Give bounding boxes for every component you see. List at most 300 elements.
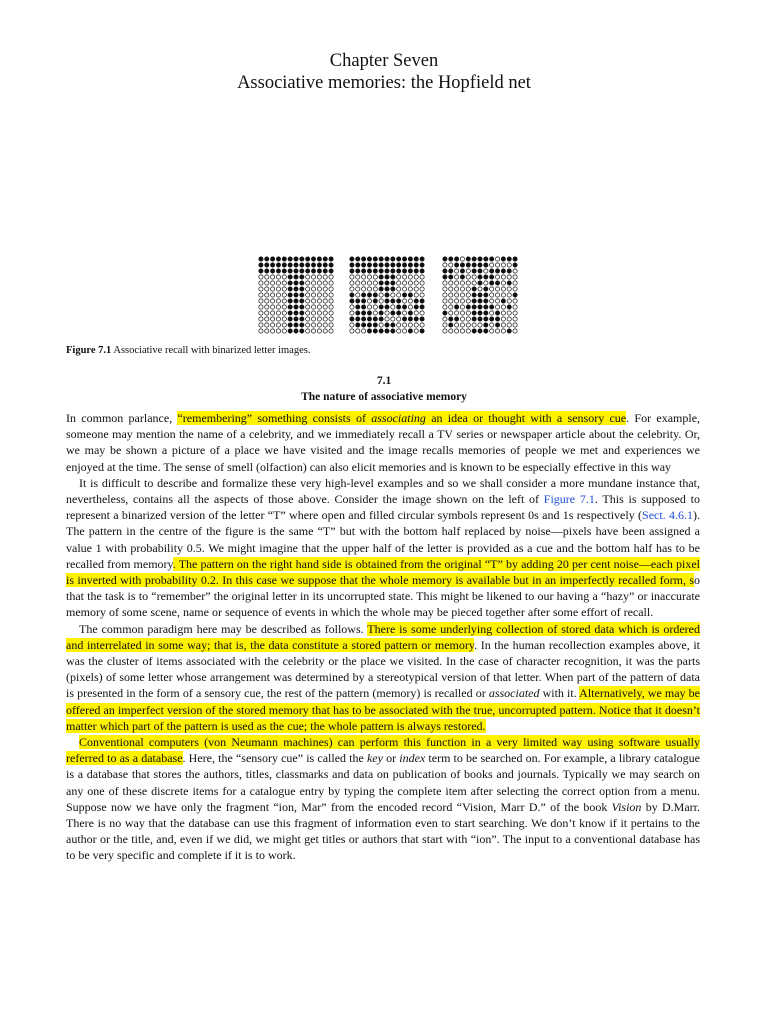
filled-pixel: [402, 293, 406, 297]
open-pixel: [513, 323, 517, 327]
filled-pixel: [362, 293, 366, 297]
open-pixel: [385, 317, 389, 321]
filled-pixel: [391, 329, 395, 333]
open-pixel: [507, 293, 511, 297]
open-pixel: [282, 293, 286, 297]
paragraph-4: [66, 734, 700, 864]
figure-panel-half-noise: [349, 256, 425, 334]
open-pixel: [265, 311, 269, 315]
open-pixel: [259, 287, 263, 291]
open-pixel: [317, 293, 321, 297]
filled-pixel: [367, 311, 371, 315]
paragraph-2: [66, 475, 700, 621]
open-pixel: [420, 275, 424, 279]
filled-pixel: [373, 299, 377, 303]
open-pixel: [466, 317, 470, 321]
filled-pixel: [478, 305, 482, 309]
filled-pixel: [271, 263, 275, 267]
filled-pixel: [373, 317, 377, 321]
open-pixel: [460, 293, 464, 297]
filled-pixel: [420, 269, 424, 273]
filled-pixel: [356, 269, 360, 273]
filled-pixel: [294, 287, 298, 291]
filled-pixel: [397, 263, 401, 267]
open-pixel: [391, 305, 395, 309]
filled-pixel: [408, 263, 412, 267]
open-pixel: [329, 329, 333, 333]
filled-pixel: [478, 317, 482, 321]
open-pixel: [276, 317, 280, 321]
filled-pixel: [373, 329, 377, 333]
highlight: [177, 411, 626, 425]
open-pixel: [265, 329, 269, 333]
filled-pixel: [414, 317, 418, 321]
open-pixel: [501, 317, 505, 321]
filled-pixel: [397, 269, 401, 273]
filled-pixel: [507, 329, 511, 333]
open-pixel: [259, 293, 263, 297]
open-pixel: [408, 275, 412, 279]
filled-pixel: [385, 263, 389, 267]
filled-pixel: [391, 269, 395, 273]
text-run: . This is supposed to represent a binarized version of the letter “T” where open and filled circular symbols represent 0s and 1s respectively (: [66, 492, 700, 523]
open-pixel: [323, 329, 327, 333]
filled-pixel: [311, 269, 315, 273]
open-pixel: [350, 281, 354, 285]
open-pixel: [323, 311, 327, 315]
figure-7-1: [0, 256, 768, 334]
filled-pixel: [350, 257, 354, 261]
filled-pixel: [265, 257, 269, 261]
open-pixel: [323, 275, 327, 279]
open-pixel: [501, 311, 505, 315]
open-pixel: [495, 305, 499, 309]
filled-pixel: [484, 299, 488, 303]
filled-pixel: [420, 305, 424, 309]
open-pixel: [282, 311, 286, 315]
filled-pixel: [397, 305, 401, 309]
filled-pixel: [294, 305, 298, 309]
open-pixel: [513, 269, 517, 273]
figure-caption-text: Associative recall with binarized letter images.: [111, 345, 311, 356]
filled-pixel: [443, 275, 447, 279]
text-run: . For example, someone may mention the name of a celebrity, and we immediately recall a TV series or newspaper article about the celebrity. Or, we may be shown a picture of a place we have visited and the image recalls memories of people we met and experiences we enjoyed at the time. The sense of smell (olfaction) can also elicit memories and is known to be especially effective in this way: [66, 411, 701, 474]
open-pixel: [408, 281, 412, 285]
filled-pixel: [379, 269, 383, 273]
filled-pixel: [466, 305, 470, 309]
filled-pixel: [385, 257, 389, 261]
filled-pixel: [385, 293, 389, 297]
filled-pixel: [311, 263, 315, 267]
filled-pixel: [288, 317, 292, 321]
filled-pixel: [495, 281, 499, 285]
open-pixel: [501, 293, 505, 297]
filled-pixel: [379, 263, 383, 267]
filled-pixel: [490, 305, 494, 309]
open-pixel: [455, 269, 459, 273]
open-pixel: [265, 317, 269, 321]
filled-pixel: [288, 287, 292, 291]
text-run: . Here, the “sensory cue” is called the: [182, 751, 367, 766]
filled-pixel: [350, 293, 354, 297]
filled-pixel: [414, 269, 418, 273]
filled-pixel: [379, 275, 383, 279]
filled-pixel: [288, 293, 292, 297]
filled-pixel: [300, 323, 304, 327]
filled-pixel: [294, 281, 298, 285]
open-pixel: [408, 305, 412, 309]
open-pixel: [265, 287, 269, 291]
filled-pixel: [472, 293, 476, 297]
filled-pixel: [397, 299, 401, 303]
open-pixel: [484, 269, 488, 273]
filled-pixel: [356, 299, 360, 303]
open-pixel: [391, 293, 395, 297]
figure-7-1-link[interactable]: Figure 7.1: [543, 492, 595, 507]
filled-pixel: [288, 323, 292, 327]
open-pixel: [495, 263, 499, 267]
open-pixel: [311, 305, 315, 309]
filled-pixel: [472, 269, 476, 273]
open-pixel: [350, 275, 354, 279]
open-pixel: [329, 299, 333, 303]
open-pixel: [356, 293, 360, 297]
open-pixel: [513, 275, 517, 279]
open-pixel: [306, 293, 310, 297]
open-pixel: [259, 329, 263, 333]
open-pixel: [362, 287, 366, 291]
open-pixel: [507, 317, 511, 321]
chapter-title: Associative memories: the Hopfield net: [237, 73, 531, 93]
filled-pixel: [478, 263, 482, 267]
filled-pixel: [356, 317, 360, 321]
filled-pixel: [294, 311, 298, 315]
open-pixel: [306, 275, 310, 279]
open-pixel: [414, 281, 418, 285]
open-pixel: [490, 287, 494, 291]
open-pixel: [397, 317, 401, 321]
open-pixel: [271, 299, 275, 303]
filled-pixel: [300, 293, 304, 297]
open-pixel: [443, 293, 447, 297]
filled-pixel: [385, 275, 389, 279]
open-pixel: [350, 329, 354, 333]
filled-pixel: [311, 257, 315, 261]
open-pixel: [276, 305, 280, 309]
open-pixel: [265, 299, 269, 303]
text-run: by D.Marr. There is no way that the database can use this fragment of information even to start searching. We don’t know if it pertains to the author or the title, and, even if we did, we might get titles or authors that start with “ion”. The input to a conventional database has to be very specific and complete if it is to work.: [66, 799, 700, 863]
open-pixel: [306, 329, 310, 333]
open-pixel: [276, 287, 280, 291]
filled-pixel: [402, 257, 406, 261]
open-pixel: [443, 263, 447, 267]
open-pixel: [501, 287, 505, 291]
filled-pixel: [282, 263, 286, 267]
open-pixel: [379, 293, 383, 297]
filled-pixel: [495, 269, 499, 273]
filled-pixel: [414, 299, 418, 303]
open-pixel: [414, 287, 418, 291]
filled-pixel: [385, 287, 389, 291]
open-pixel: [350, 323, 354, 327]
filled-pixel: [408, 317, 412, 321]
filled-pixel: [300, 305, 304, 309]
open-pixel: [513, 305, 517, 309]
open-pixel: [455, 293, 459, 297]
filled-pixel: [478, 275, 482, 279]
open-pixel: [311, 275, 315, 279]
filled-pixel: [282, 257, 286, 261]
text-run: an idea or thought with a sensory cue: [425, 411, 627, 425]
filled-pixel: [373, 269, 377, 273]
filled-pixel: [300, 269, 304, 273]
filled-pixel: [408, 311, 412, 315]
open-pixel: [271, 317, 275, 321]
open-pixel: [420, 281, 424, 285]
open-pixel: [271, 311, 275, 315]
filled-pixel: [501, 257, 505, 261]
filled-pixel: [495, 323, 499, 327]
filled-pixel: [507, 257, 511, 261]
filled-pixel: [513, 257, 517, 261]
filled-pixel: [391, 299, 395, 303]
open-pixel: [490, 299, 494, 303]
filled-pixel: [478, 281, 482, 285]
highlight: There is some underlying collection of stored data which is ordered and interrelated in some way; that is, the data constitute a stored pattern or memory: [66, 621, 701, 652]
filled-pixel: [385, 269, 389, 273]
open-pixel: [513, 311, 517, 315]
filled-pixel: [408, 293, 412, 297]
filled-pixel: [323, 257, 327, 261]
open-pixel: [495, 293, 499, 297]
open-pixel: [276, 311, 280, 315]
text-run: It is difficult to describe and formalize these very high-level examples and so we shall consider a more mundane instance that, nevertheless, contains all the aspects of those above. Consider the image shown on the left of: [66, 475, 700, 507]
filled-pixel: [484, 263, 488, 267]
open-pixel: [323, 281, 327, 285]
filled-pixel: [402, 317, 406, 321]
filled-pixel: [478, 329, 482, 333]
open-pixel: [414, 323, 418, 327]
filled-pixel: [402, 263, 406, 267]
open-pixel: [414, 311, 418, 315]
filled-pixel: [362, 269, 366, 273]
open-pixel: [323, 293, 327, 297]
filled-pixel: [356, 305, 360, 309]
filled-pixel: [472, 299, 476, 303]
filled-pixel: [420, 257, 424, 261]
filled-pixel: [356, 263, 360, 267]
filled-pixel: [507, 305, 511, 309]
open-pixel: [495, 299, 499, 303]
open-pixel: [391, 317, 395, 321]
filled-pixel: [484, 317, 488, 321]
filled-pixel: [379, 287, 383, 291]
open-pixel: [306, 281, 310, 285]
filled-pixel: [472, 257, 476, 261]
filled-pixel: [443, 269, 447, 273]
open-pixel: [271, 305, 275, 309]
open-pixel: [306, 287, 310, 291]
filled-pixel: [259, 269, 263, 273]
filled-pixel: [362, 311, 366, 315]
filled-pixel: [356, 311, 360, 315]
filled-pixel: [455, 317, 459, 321]
open-pixel: [449, 263, 453, 267]
open-pixel: [271, 287, 275, 291]
filled-pixel: [367, 317, 371, 321]
paragraph-1: [66, 410, 700, 475]
filled-pixel: [294, 323, 298, 327]
filled-pixel: [391, 311, 395, 315]
text-run: or: [382, 751, 400, 766]
filled-pixel: [484, 287, 488, 291]
open-pixel: [317, 281, 321, 285]
open-pixel: [356, 275, 360, 279]
open-pixel: [443, 323, 447, 327]
open-pixel: [265, 275, 269, 279]
figure-panel-20pct-noise: [442, 256, 518, 334]
open-pixel: [455, 275, 459, 279]
open-pixel: [259, 275, 263, 279]
open-pixel: [449, 287, 453, 291]
filled-pixel: [367, 263, 371, 267]
open-pixel: [397, 281, 401, 285]
filled-pixel: [350, 263, 354, 267]
filled-pixel: [478, 269, 482, 273]
open-pixel: [501, 323, 505, 327]
filled-pixel: [397, 257, 401, 261]
filled-pixel: [276, 263, 280, 267]
open-pixel: [466, 311, 470, 315]
open-pixel: [259, 311, 263, 315]
open-pixel: [495, 287, 499, 291]
open-pixel: [276, 323, 280, 327]
open-pixel: [466, 275, 470, 279]
filled-pixel: [294, 329, 298, 333]
open-pixel: [460, 323, 464, 327]
open-pixel: [276, 293, 280, 297]
filled-pixel: [367, 269, 371, 273]
filled-pixel: [391, 275, 395, 279]
open-pixel: [402, 281, 406, 285]
filled-pixel: [265, 269, 269, 273]
open-pixel: [402, 299, 406, 303]
open-pixel: [317, 275, 321, 279]
filled-pixel: [385, 329, 389, 333]
filled-pixel: [379, 281, 383, 285]
open-pixel: [490, 311, 494, 315]
open-pixel: [265, 323, 269, 327]
filled-pixel: [317, 263, 321, 267]
text-run: “remembering” something consists of: [177, 411, 372, 425]
open-pixel: [271, 281, 275, 285]
filled-pixel: [420, 299, 424, 303]
filled-pixel: [300, 257, 304, 261]
filled-pixel: [317, 257, 321, 261]
open-pixel: [402, 323, 406, 327]
open-pixel: [329, 305, 333, 309]
highlight: . The pattern on the right hand side is obtained from the original “T” by adding 20 per cent noise—each pixel is inverted with probability 0.2. In this case we suppose that the whole memory is available but in an imperfectly recalled form, s: [66, 556, 701, 588]
open-pixel: [420, 293, 424, 297]
open-pixel: [460, 317, 464, 321]
filled-pixel: [449, 323, 453, 327]
filled-pixel: [490, 275, 494, 279]
filled-pixel: [478, 257, 482, 261]
open-pixel: [350, 311, 354, 315]
filled-pixel: [490, 257, 494, 261]
filled-pixel: [276, 257, 280, 261]
open-pixel: [317, 311, 321, 315]
filled-pixel: [300, 281, 304, 285]
open-pixel: [408, 299, 412, 303]
filled-pixel: [288, 299, 292, 303]
text-run: ). The pattern in the centre of the figure is the same “T” but with the bottom half replaced by noise—pixels have been assigned a value 1 with probability 0.5. We might imagine that the upper half of the letter is provided as a cue and the bottom half has to be recalled from memory: [66, 508, 700, 571]
filled-pixel: [391, 263, 395, 267]
open-pixel: [501, 305, 505, 309]
open-pixel: [329, 281, 333, 285]
filled-pixel: [472, 305, 476, 309]
open-pixel: [397, 323, 401, 327]
filled-pixel: [402, 305, 406, 309]
filled-pixel: [443, 257, 447, 261]
section-4-6-1-link[interactable]: Sect. 4.6.1: [642, 508, 693, 523]
open-pixel: [443, 299, 447, 303]
open-pixel: [323, 305, 327, 309]
text-run: . In the human recollection examples above, it was the cluster of items associated with the celebrity or the place we visited. In the case of character recognition, it was the parts (pixels) of some letter whose arrangement was determined by a stereotypical version of that letter. When part of the pattern of data is presented in the form of a sensory cue, the rest of the pattern (memory) is recalled or: [66, 637, 700, 701]
open-pixel: [356, 287, 360, 291]
figure-panel-original: [258, 256, 334, 334]
filled-pixel: [271, 269, 275, 273]
filled-pixel: [391, 257, 395, 261]
open-pixel: [329, 293, 333, 297]
filled-pixel: [276, 269, 280, 273]
filled-pixel: [385, 305, 389, 309]
open-pixel: [455, 329, 459, 333]
highlight: Alternatively, we may be offered an imperfect version of the stored memory that has to be associated with the true, uncorrupted pattern. Notice that it doesn’t matter which part of the pattern is used as the cue; the whole pattern is always restored.: [66, 686, 700, 733]
filled-pixel: [350, 269, 354, 273]
open-pixel: [317, 299, 321, 303]
open-pixel: [311, 287, 315, 291]
open-pixel: [259, 299, 263, 303]
open-pixel: [385, 311, 389, 315]
open-pixel: [356, 281, 360, 285]
chapter-number: Chapter Seven: [329, 51, 439, 71]
filled-pixel: [379, 329, 383, 333]
open-pixel: [282, 275, 286, 279]
filled-pixel: [288, 269, 292, 273]
filled-pixel: [294, 263, 298, 267]
open-pixel: [472, 323, 476, 327]
filled-pixel: [391, 281, 395, 285]
open-pixel: [408, 323, 412, 327]
open-pixel: [259, 323, 263, 327]
filled-pixel: [478, 293, 482, 297]
filled-pixel: [294, 317, 298, 321]
filled-pixel: [373, 293, 377, 297]
open-pixel: [323, 287, 327, 291]
open-pixel: [271, 329, 275, 333]
open-pixel: [490, 263, 494, 267]
filled-pixel: [478, 299, 482, 303]
filled-pixel: [362, 257, 366, 261]
open-pixel: [443, 305, 447, 309]
filled-pixel: [484, 275, 488, 279]
filled-pixel: [385, 323, 389, 327]
open-pixel: [282, 329, 286, 333]
open-pixel: [466, 269, 470, 273]
filled-pixel: [443, 311, 447, 315]
open-pixel: [449, 299, 453, 303]
